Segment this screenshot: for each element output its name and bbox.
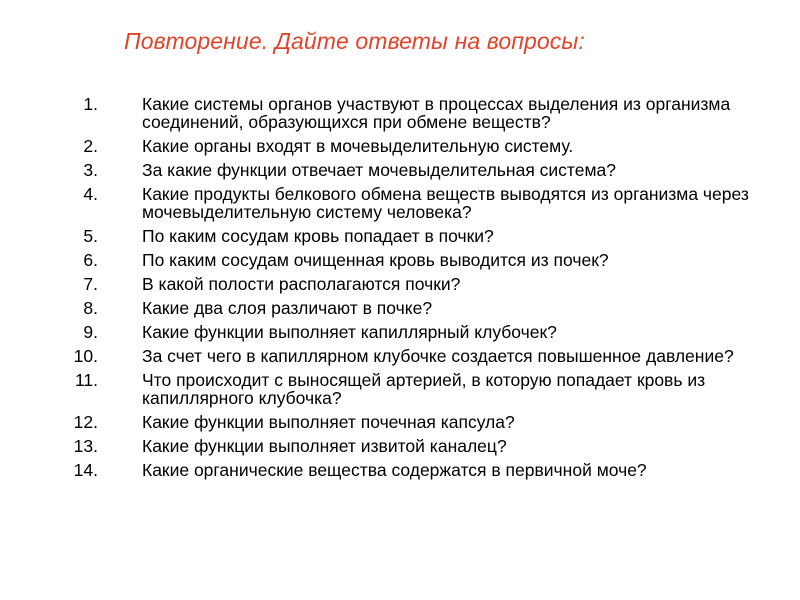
question-number: 2. <box>83 136 98 156</box>
question-number: 10. <box>73 346 98 366</box>
question-number: 4. <box>83 184 98 204</box>
question-number: 11. <box>74 370 98 390</box>
question-item-3 <box>0 161 800 179</box>
question-item-11 <box>0 371 800 407</box>
question-item-9 <box>0 323 800 341</box>
question-item-14 <box>0 461 800 479</box>
question-text: Какие функции выполняет капиллярный клубочек? <box>142 322 557 342</box>
question-item-10 <box>0 347 800 365</box>
question-list <box>0 95 800 485</box>
question-item-5 <box>0 227 800 245</box>
question-text: Какие органы входят в мочевыделительную систему. <box>142 136 574 156</box>
question-number: 8. <box>83 298 98 318</box>
question-item-2 <box>0 137 800 155</box>
question-text: Какие функции выполняет почечная капсула? <box>142 412 515 432</box>
question-number: 9. <box>83 322 98 342</box>
question-text: По каким сосудам кровь попадает в почки? <box>142 226 494 246</box>
question-number: 12. <box>73 412 98 432</box>
question-text: В какой полости располагаются почки? <box>142 274 461 294</box>
question-text: За какие функции отвечает мочевыделительная система? <box>142 160 616 180</box>
question-number: 5. <box>83 226 98 246</box>
question-item-8 <box>0 299 800 317</box>
question-text: По каким сосудам очищенная кровь выводится из почек? <box>142 250 609 270</box>
question-item-6 <box>0 251 800 269</box>
question-number: 7. <box>83 274 98 294</box>
question-text: Какие системы органов участвуют в процессах выделения из организма соединений, образующихся при обмене веществ? <box>142 94 731 132</box>
question-number: 6. <box>83 250 98 270</box>
question-number: 13. <box>73 436 98 456</box>
question-item-1 <box>0 95 800 131</box>
question-text: Какие продукты белкового обмена веществ выводятся из организма через мочевыделительную систему человека? <box>142 184 749 222</box>
question-item-12 <box>0 413 800 431</box>
question-item-13 <box>0 437 800 455</box>
question-text: Какие функции выполняет извитой каналец? <box>142 436 507 456</box>
question-number: 3. <box>83 160 98 180</box>
question-text: За счет чего в капиллярном клубочке создается повышенное давление? <box>142 346 734 366</box>
question-item-4 <box>0 185 800 221</box>
question-number: 1. <box>83 94 98 114</box>
slide-title: Повторение. Дайте ответы на вопросы: <box>124 28 585 54</box>
question-text: Какие органические вещества содержатся в первичной моче? <box>142 460 647 480</box>
question-text: Что происходит с выносящей артерией, в которую попадает кровь из капиллярного клубочка? <box>142 370 706 408</box>
question-number: 14. <box>73 460 98 480</box>
question-item-7 <box>0 275 800 293</box>
question-text: Какие два слоя различают в почке? <box>142 298 433 318</box>
